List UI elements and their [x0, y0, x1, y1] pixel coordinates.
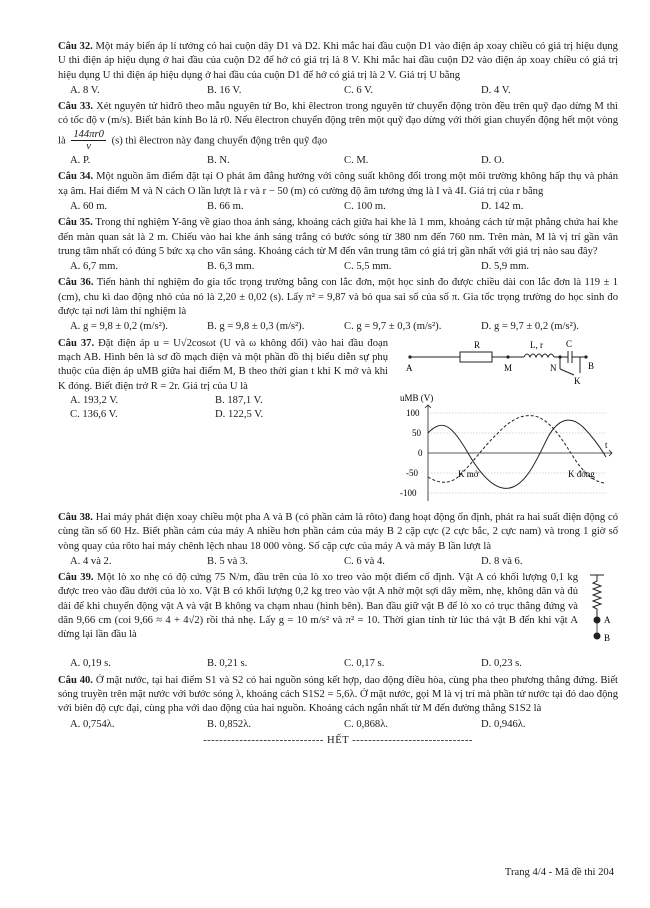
y-tick-50: 50 — [412, 427, 421, 438]
option-b[interactable]: B. g = 9,8 ± 0,3 (m/s²). — [207, 321, 305, 333]
answer-options — [58, 718, 618, 732]
question-37-text-column — [58, 337, 388, 510]
option-b[interactable]: B. 5 và 3. — [207, 555, 248, 567]
option-d[interactable]: D. 142 m. — [481, 200, 524, 212]
option-b[interactable]: B. 66 m. — [207, 200, 244, 212]
option-b[interactable]: B. 0,852λ. — [207, 718, 251, 730]
mass-B — [594, 633, 601, 640]
option-c[interactable]: C. 136,6 V. — [70, 409, 118, 421]
option-b[interactable]: B. 0,21 s. — [207, 658, 248, 670]
answer-options — [58, 84, 618, 98]
option-a[interactable]: A. 0,19 s. — [70, 658, 111, 670]
label-k-closed: K đóng — [568, 468, 595, 479]
label-mass-A: A — [604, 615, 611, 626]
label-N: N — [550, 362, 557, 373]
option-c[interactable]: C. 6 và 4. — [344, 555, 385, 567]
label-K: K — [574, 375, 581, 386]
fraction — [71, 129, 106, 153]
option-d[interactable]: D. O. — [481, 155, 505, 167]
answer-options — [58, 200, 618, 214]
question-label: Câu 40. — [58, 674, 93, 686]
question-text: Một nguồn âm điểm đặt tại O phát âm đẳng hướng với công suất không đổi trong một môi trường không hấp thụ và phản xạ âm. Hai điểm M và N cách O lần lượt là r và r − 50 (m) có cường độ âm tương ứng là I và 4I. Giá trị của r bằng — [58, 171, 618, 197]
answer-options — [58, 394, 388, 423]
answer-options — [58, 260, 618, 274]
option-c[interactable]: C. M. — [344, 155, 369, 167]
option-a[interactable]: A. 6,7 mm. — [70, 261, 118, 273]
question-text: Xét nguyên tử hiđrô theo mẫu nguyên tử Bo, khi êlectron trong nguyên tử chuyển động tròn đều trên quỹ đạo dừng M thì có tốc độ v (m/s). Biết bán kính Bo là r0. Nếu êlectron chuyển động trên một quỹ đạo dừng với thời gian chuyển động hết một vòng là — [58, 101, 618, 147]
node-A — [408, 355, 411, 358]
question-text: Hai máy phát điện xoay chiều một pha A và B (có phần cảm là rôto) đang hoạt động ổn định, phát ra hai suất điện động có cùng tần số 60 Hz. Biết phần cảm của máy A nhiều hơn phần cảm của máy B 2 cặp cực (2 cực bắc, 2 cực nam) và trong 1 giờ số vòng quay của rôto hai máy chênh lệch nhau 18 000 vòng. Số cặp cực của máy A và máy B lần lượt là — [58, 511, 619, 552]
label-k-open: K mở — [458, 468, 479, 479]
question-label: Câu 32. — [58, 41, 93, 52]
answer-options — [58, 320, 618, 334]
answer-options-39 — [58, 657, 618, 671]
spring-svg — [584, 571, 618, 651]
node-B — [584, 355, 587, 358]
y-tick-minus-100: -100 — [400, 487, 417, 498]
option-a[interactable]: A. 60 m. — [70, 200, 108, 212]
question-text: Một máy biến áp lí tưởng có hai cuộn dây D1 và D2. Khi mắc hai đầu cuộn D1 vào điện áp xoay chiều có giá trị hiệu dụng U thì điện áp hiệu dụng ở hai đầu của cuộn D2 để hở có giá trị là 8 V. Khi mắc hai đầu cuộn D2 vào điện áp xoay chiều có giá trị hiệu dụng U thì điện áp hiệu dụng ở hai đầu của cuộn D1 để hở có giá trị là 2 V. Giá trị U bằng — [58, 41, 618, 81]
node-N — [558, 355, 561, 358]
option-c[interactable]: C. 0,868λ. — [344, 718, 388, 730]
option-c[interactable]: C. 0,17 s. — [344, 658, 385, 670]
question-text: Ở mặt nước, tại hai điểm S1 và S2 có hai nguồn sóng kết hợp, dao động điều hòa, cùng pha theo phương thẳng đứng. Biết sóng truyền trên mặt nước với bước sóng λ, khoảng cách S1S2 = 5,6λ. Ở mặt nước, gọi M là vị trí mà phần tử nước tại đó dao động với biên độ cực đại, cùng pha với dao động của hai nguồn. Khoảng cách ngắn nhất từ M đến đường thẳng S1S2 là — [58, 674, 619, 715]
option-d[interactable]: D. 122,5 V. — [215, 409, 264, 421]
answer-options — [58, 154, 618, 168]
question-text: Một lò xo nhẹ có độ cứng 75 N/m, đầu trên của lò xo treo vào một điểm cố định. Vật A có khối lượng 0,1 kg được treo vào đầu dưới của lò xo. Vật B có khối lượng 0,2 kg treo vào vật A nhờ một sợi dây mềm, nhẹ, không dãn và đủ dài để khi chuyển động vật A và vật B không va chạm nhau (hình bên). Ban đầu giữ vật B để lò xo có trục thẳng đứng và dãn 9,66 cm (coi 9,66 ≈ 4 + 4√2) rồi thả nhẹ. Lấy g = 10 m/s² và π² = 10. Thời gian tính từ lúc thả vật B đến khi vật A dừng lại lần đầu là — [58, 572, 579, 641]
question-label: Câu 37. — [58, 337, 95, 349]
y-tick-100: 100 — [406, 407, 420, 418]
label-B: B — [588, 360, 595, 371]
circuit-and-graph-figure — [398, 337, 618, 510]
question-text: Đặt điện áp u = U√2cosωt (U và ω không đổi) vào hai đầu đoạn mạch AB. Hình bên là sơ đồ mạch điện và một phần đồ thị biểu diễn sự phụ thuộc của điện áp uMB giữa hai điểm M, B theo thời gian t khi K mở và khi K đóng. Biết điện trở R = 2r. Giá trị của U là — [58, 337, 388, 392]
label-mass-B: B — [604, 633, 611, 644]
option-c[interactable]: C. 6 V. — [344, 84, 374, 96]
question-39-text-column — [58, 571, 578, 656]
fraction-numerator: 144πr0 — [73, 128, 104, 140]
option-d[interactable]: D. g = 9,7 ± 0,2 (m/s²). — [481, 321, 579, 333]
question-text-cont: (s) thì êlectron này đang chuyển động trên quỹ đạo — [111, 135, 328, 147]
question-36 — [58, 276, 618, 334]
label-M: M — [504, 362, 513, 373]
question-32 — [58, 40, 618, 98]
page-footer: Trang 4/4 - Mã đề thi 204 — [504, 867, 614, 878]
question-33 — [58, 100, 618, 168]
label-C: C — [566, 338, 573, 349]
x-axis-label: t — [605, 439, 608, 450]
question-label: Câu 33. — [58, 101, 94, 113]
option-b[interactable]: B. N. — [207, 155, 230, 167]
question-40 — [58, 674, 618, 732]
label-A: A — [406, 362, 413, 373]
option-a[interactable]: A. g = 9,8 ± 0,2 (m/s²). — [70, 321, 168, 333]
option-b[interactable]: B. 16 V. — [207, 84, 242, 96]
question-label: Câu 35. — [58, 217, 93, 229]
option-b[interactable]: B. 187,1 V. — [215, 394, 263, 406]
option-d[interactable]: D. 8 và 6. — [481, 555, 523, 567]
y-tick-0: 0 — [418, 447, 423, 458]
option-a[interactable]: A. 8 V. — [70, 84, 100, 96]
option-d[interactable]: D. 5,9 mm. — [481, 261, 529, 273]
figure-svg — [398, 337, 618, 505]
option-a[interactable]: A. 0,754λ. — [70, 718, 115, 730]
label-R: R — [474, 339, 481, 350]
option-a[interactable]: A. P. — [70, 155, 91, 167]
question-35 — [58, 216, 618, 274]
question-38 — [58, 511, 618, 569]
question-39 — [58, 571, 618, 656]
question-text: Trong thí nghiệm Y-âng về giao thoa ánh sáng, khoảng cách giữa hai khe là 1 mm, khoảng cách từ mặt phẳng chứa hai khe đến màn quan sát là 2 m. Chiếu vào hai khe ánh sáng trắng có bước sóng từ 380 nm đến 760 nm. Trên màn, M là vị trí gần vân trung tâm nhất có đúng 5 bức xạ cho vân sáng. Khoảng cách từ M đến vân trung tâm có giá trị gần nhất với giá trị nào sau đây? — [58, 217, 618, 257]
question-label: Câu 38. — [58, 511, 93, 523]
question-34 — [58, 170, 618, 214]
option-d[interactable]: D. 0,946λ. — [481, 718, 526, 730]
option-d[interactable]: D. 4 V. — [481, 84, 511, 96]
end-marker: ------------------------------ HẾT ------------------------------ — [203, 734, 473, 746]
question-37 — [58, 337, 618, 510]
circuit-diagram — [410, 351, 586, 375]
option-a[interactable]: A. 193,2 V. — [70, 394, 119, 406]
question-label: Câu 34. — [58, 171, 94, 183]
option-b[interactable]: B. 6,3 mm. — [207, 261, 255, 273]
option-c[interactable]: C. g = 9,7 ± 0,3 (m/s²). — [344, 321, 442, 333]
option-c[interactable]: C. 100 m. — [344, 200, 386, 212]
question-text: Tiến hành thí nghiệm đo gia tốc trọng trường bằng con lắc đơn, một học sinh đo được chiều dài con lắc đơn là 119 ± 1 (cm), chu kì dao động nhỏ của nó là 2,20 ± 0,02 (s). Lấy π² = 9,87 và bỏ qua sai số của số π. Gia tốc trọng trường do học sinh đo được tại nơi làm thí nghiệm là — [58, 277, 618, 318]
question-label: Câu 39. — [58, 572, 94, 584]
option-d[interactable]: D. 0,23 s. — [481, 658, 522, 670]
node-M — [506, 355, 509, 358]
graph-y-label: uMB (V) — [400, 392, 434, 403]
option-a[interactable]: A. 4 và 2. — [70, 555, 112, 567]
mass-A — [594, 617, 601, 624]
fraction-denominator: v — [86, 141, 91, 153]
exam-page — [58, 40, 618, 748]
graph-axes — [425, 405, 612, 501]
spring-figure — [584, 571, 618, 656]
answer-options — [58, 555, 618, 569]
question-label: Câu 36. — [58, 277, 94, 289]
spring-coil — [593, 575, 601, 617]
label-L-r: L, r — [530, 339, 543, 350]
y-tick-minus-50: -50 — [406, 467, 418, 478]
option-c[interactable]: C. 5,5 mm. — [344, 261, 392, 273]
